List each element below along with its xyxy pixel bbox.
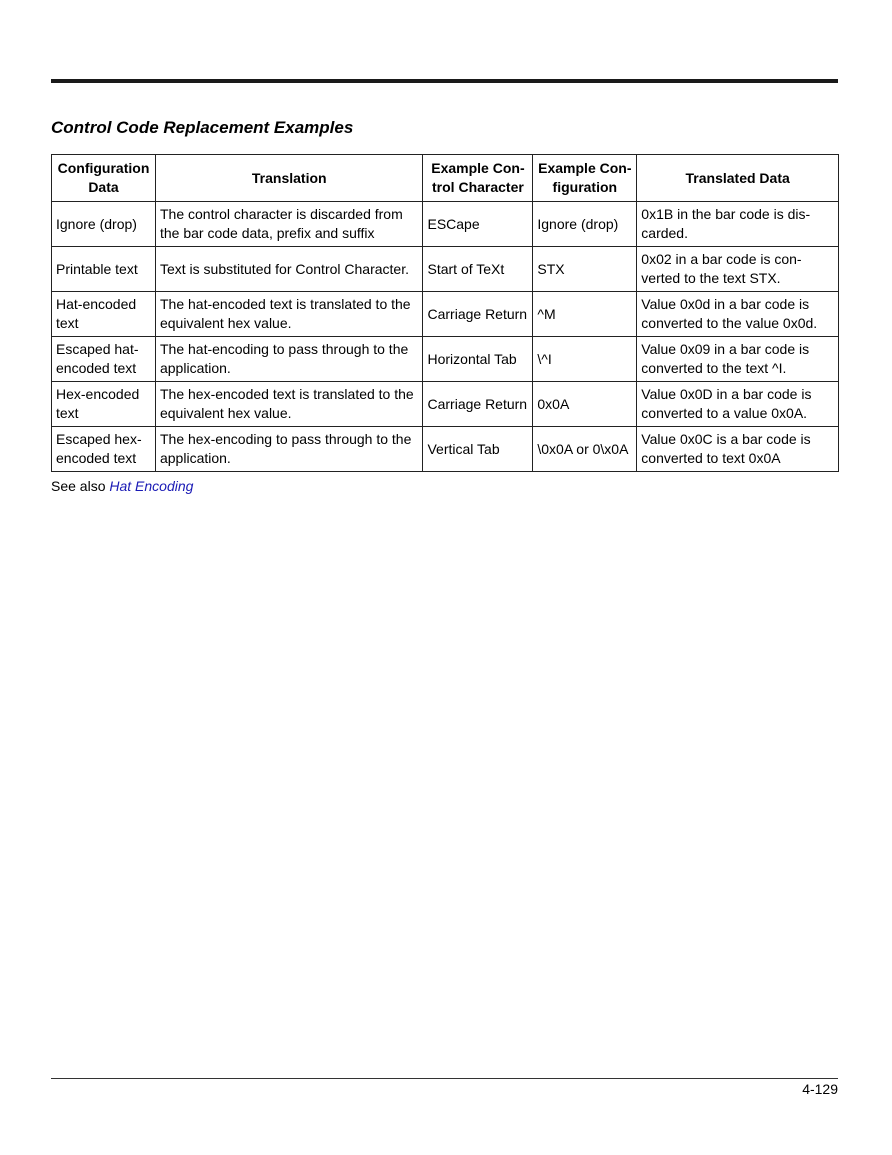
top-rule [51,79,838,83]
cell-example-configuration: \0x0A or 0\x0A [533,427,637,472]
cell-configuration-data: Hat-encoded text [52,292,156,337]
cell-translation: The hex-encoding to pass through to the application. [155,427,423,472]
page-number: 4-129 [802,1081,838,1097]
table-row [52,382,839,427]
header-translation: Translation [155,155,423,202]
header-translated-data: Translated Data [637,155,839,202]
cell-translation: The hat-encoded text is translated to the equivalent hex value. [155,292,423,337]
cell-translation: The control character is discarded from the bar code data, prefix and suffix [155,202,423,247]
see-also-prefix: See also [51,478,106,494]
footer-rule [51,1078,838,1079]
section-title: Control Code Replacement Examples [51,118,354,137]
cell-example-configuration: 0x0A [533,382,637,427]
table-header-row [52,155,839,202]
cell-example-configuration: STX [533,247,637,292]
control-code-table [51,154,839,472]
cell-example-configuration: ^M [533,292,637,337]
cell-translation: The hex-encoded text is translated to the equivalent hex value. [155,382,423,427]
see-also [51,478,193,494]
table-row [52,247,839,292]
cell-translated-data: Value 0x0d in a bar code is converted to the value 0x0d. [637,292,839,337]
cell-translation: The hat-encoding to pass through to the application. [155,337,423,382]
cell-example-control-character: Horizontal Tab [423,337,533,382]
table-row [52,427,839,472]
cell-configuration-data: Printable text [52,247,156,292]
header-configuration-data: Configuration Data [52,155,156,202]
table-row [52,292,839,337]
cell-example-control-character: Vertical Tab [423,427,533,472]
cell-configuration-data: Escaped hex-encoded text [52,427,156,472]
cell-translation: Text is substituted for Control Character. [155,247,423,292]
cell-example-control-character: Carriage Return [423,382,533,427]
header-example-control-character: Example Con-trol Character [423,155,533,202]
header-example-configuration: Example Con-figuration [533,155,637,202]
cell-translated-data: Value 0x0D in a bar code is converted to a value 0x0A. [637,382,839,427]
table-row [52,337,839,382]
cell-example-configuration: Ignore (drop) [533,202,637,247]
cell-example-control-character: ESCape [423,202,533,247]
cell-configuration-data: Escaped hat-encoded text [52,337,156,382]
cell-translated-data: Value 0x09 in a bar code is converted to the text ^I. [637,337,839,382]
cell-example-control-character: Start of TeXt [423,247,533,292]
cell-translated-data: 0x02 in a bar code is con-verted to the text STX. [637,247,839,292]
hat-encoding-link[interactable]: Hat Encoding [109,478,194,494]
cell-configuration-data: Hex-encoded text [52,382,156,427]
cell-translated-data: 0x1B in the bar code is dis-carded. [637,202,839,247]
cell-translated-data: Value 0x0C is a bar code is converted to text 0x0A [637,427,839,472]
cell-example-configuration: \^I [533,337,637,382]
cell-configuration-data: Ignore (drop) [52,202,156,247]
table-row [52,202,839,247]
cell-example-control-character: Carriage Return [423,292,533,337]
